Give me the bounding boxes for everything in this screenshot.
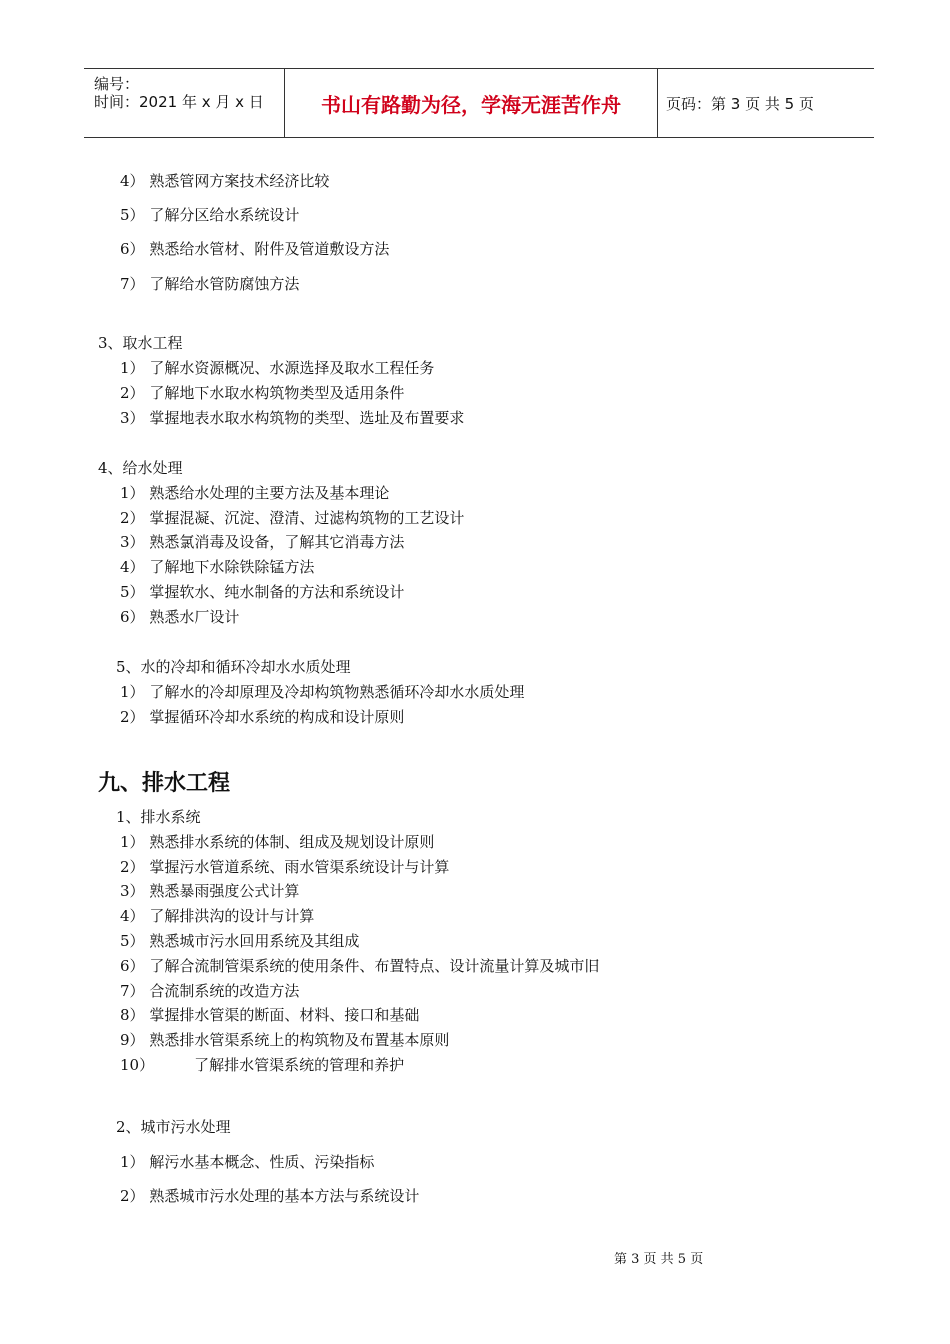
section-heading: 4、给水处理 bbox=[98, 459, 183, 477]
list-item: 1） 熟悉排水系统的体制、组成及规划设计原则 bbox=[120, 833, 435, 851]
header-page-label: 页码：第 3 页 共 5 页 bbox=[666, 94, 814, 113]
list-item: 7） 合流制系统的改造方法 bbox=[120, 982, 300, 1000]
list-item: 4） 熟悉管网方案技术经济比较 bbox=[120, 172, 330, 190]
list-item: 10） 了解排水管渠系统的管理和养护 bbox=[120, 1056, 405, 1074]
header-meta bbox=[84, 69, 284, 137]
list-item: 1） 解污水基本概念、性质、污染指标 bbox=[120, 1153, 375, 1171]
list-item: 5） 掌握软水、纯水制备的方法和系统设计 bbox=[120, 583, 405, 601]
list-item: 3） 熟悉氯消毒及设备，了解其它消毒方法 bbox=[120, 533, 405, 551]
list-item: 2） 掌握污水管道系统、雨水管渠系统设计与计算 bbox=[120, 858, 450, 876]
list-item: 2） 掌握混凝、沉淀、澄清、过滤构筑物的工艺设计 bbox=[120, 509, 465, 527]
list-item: 5） 熟悉城市污水回用系统及其组成 bbox=[120, 932, 360, 950]
list-item: 4） 了解排洪沟的设计与计算 bbox=[120, 907, 315, 925]
list-item: 6） 熟悉水厂设计 bbox=[120, 608, 240, 626]
time-label: 时间：2021 年 x 月 x 日 bbox=[94, 93, 264, 111]
list-item: 2） 掌握循环冷却水系统的构成和设计原则 bbox=[120, 708, 405, 726]
header-motto: 书山有路勤为径，学海无涯苦作舟 bbox=[284, 69, 658, 137]
chapter-title: 九、排水工程 bbox=[98, 771, 231, 796]
list-item: 8） 掌握排水管渠的断面、材料、接口和基础 bbox=[120, 1006, 420, 1024]
section-heading: 2、城市污水处理 bbox=[116, 1118, 231, 1136]
list-item: 3） 掌握地表水取水构筑物的类型、选址及布置要求 bbox=[120, 409, 465, 427]
list-item: 1） 了解水资源概况、水源选择及取水工程任务 bbox=[120, 359, 435, 377]
section-heading: 1、排水系统 bbox=[116, 808, 201, 826]
list-item: 1） 了解水的冷却原理及冷却构筑物熟悉循环冷却水水质处理 bbox=[120, 683, 525, 701]
list-item: 5） 了解分区给水系统设计 bbox=[120, 206, 300, 224]
section-heading: 3、取水工程 bbox=[98, 334, 183, 352]
list-item: 4） 了解地下水除铁除锰方法 bbox=[120, 558, 315, 576]
list-item: 9） 熟悉排水管渠系统上的构筑物及布置基本原则 bbox=[120, 1031, 450, 1049]
page-header bbox=[84, 68, 874, 138]
list-item: 2） 熟悉城市污水处理的基本方法与系统设计 bbox=[120, 1187, 420, 1205]
list-item: 7） 了解给水管防腐蚀方法 bbox=[120, 275, 300, 293]
section-heading: 5、水的冷却和循环冷却水水质处理 bbox=[116, 658, 351, 676]
page-footer: 第 3 页 共 5 页 bbox=[614, 1252, 704, 1267]
list-item: 3） 熟悉暴雨强度公式计算 bbox=[120, 882, 300, 900]
list-item: 1） 熟悉给水处理的主要方法及基本理论 bbox=[120, 484, 390, 502]
list-item: 2） 了解地下水取水构筑物类型及适用条件 bbox=[120, 384, 405, 402]
number-label: 编号： bbox=[94, 75, 140, 93]
list-item: 6） 了解合流制管渠系统的使用条件、布置特点、设计流量计算及城市旧 bbox=[120, 957, 600, 975]
list-item: 6） 熟悉给水管材、附件及管道敷设方法 bbox=[120, 240, 390, 258]
